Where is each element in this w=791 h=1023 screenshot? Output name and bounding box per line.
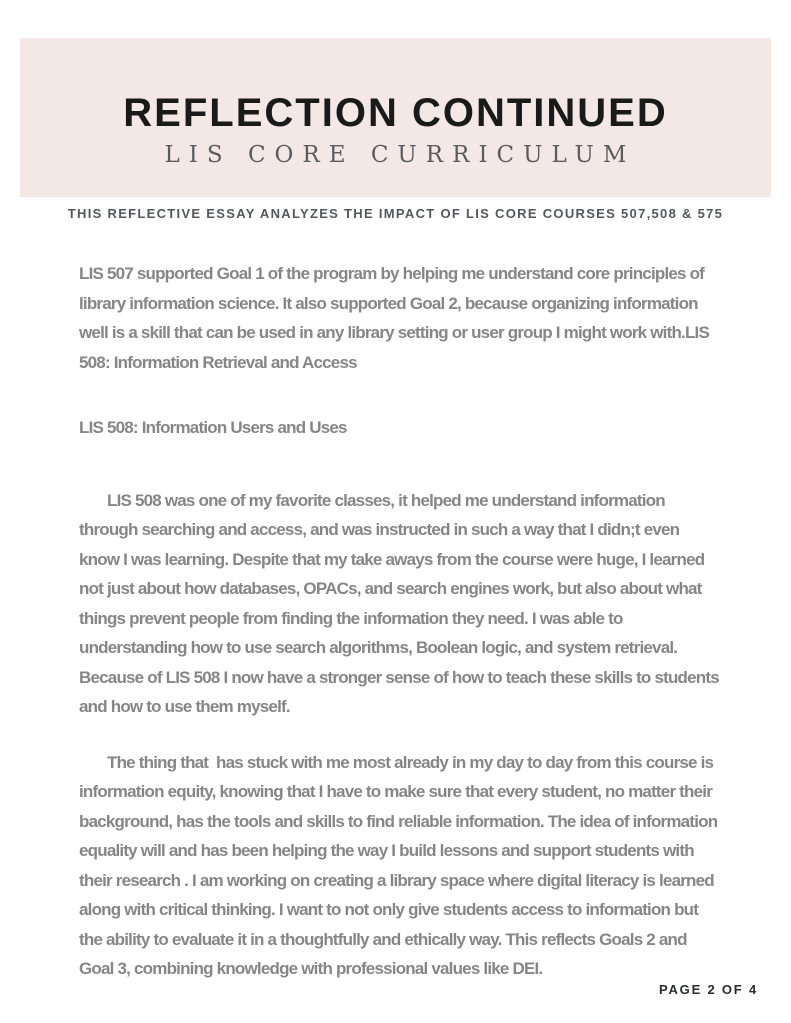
essay-body <box>79 259 723 1020</box>
page-subtitle: LIS CORE CURRICULUM <box>164 142 636 168</box>
essay-paragraph-lis-507: LIS 507 supported Goal 1 of the program by helping me understand core principles of library information science. It also supported Goal 2, because organizing information well is a skill that can be used in any library setting or user group I might work with.LIS 508: Information Retrieval and Access <box>79 264 713 372</box>
page-number-indicator: PAGE 2 OF 4 <box>658 982 758 997</box>
essay-paragraph-information-equity: The thing that has stuck with me most already in my day to day from this course is information equity, knowing that I have to make sure that every student, no matter their background, has the tools and skills to find reliable information. The idea of information equality will and has been helping the way I build lessons and support students with their research . I am working on creating a library space where digital literacy is learned along with critical thinking. I want to not only give students access to information but the ability to evaluate it in a thoughtfully and ethically way. This reflects Goals 2 and Goal 3, combining knowledge with professional values like DEI. <box>79 752 722 978</box>
header-banner <box>20 38 771 197</box>
essay-tagline: THIS REFLECTIVE ESSAY ANALYZES THE IMPACT OF LIS CORE COURSES 507,508 & 575 <box>67 206 724 221</box>
page-title: REFLECTION CONTINUED <box>123 91 668 135</box>
essay-heading-lis-508: LIS 508: Information Users and Uses <box>79 418 347 437</box>
essay-paragraph-lis-508: LIS 508 was one of my favorite classes, it helped me understand information through searching and access, and was instructed in such a way that I didn;t even know I was learning. Despite that my take aways from the course were huge, I learned not just about how databases, OPACs, and search engines work, but also about what things prevent people from finding the information they need. I was able to understanding how to use search algorithms, Boolean logic, and system retrieval. Because of LIS 508 I now have a stronger sense of how to teach these skills to students and how to use them myself. <box>79 490 723 716</box>
